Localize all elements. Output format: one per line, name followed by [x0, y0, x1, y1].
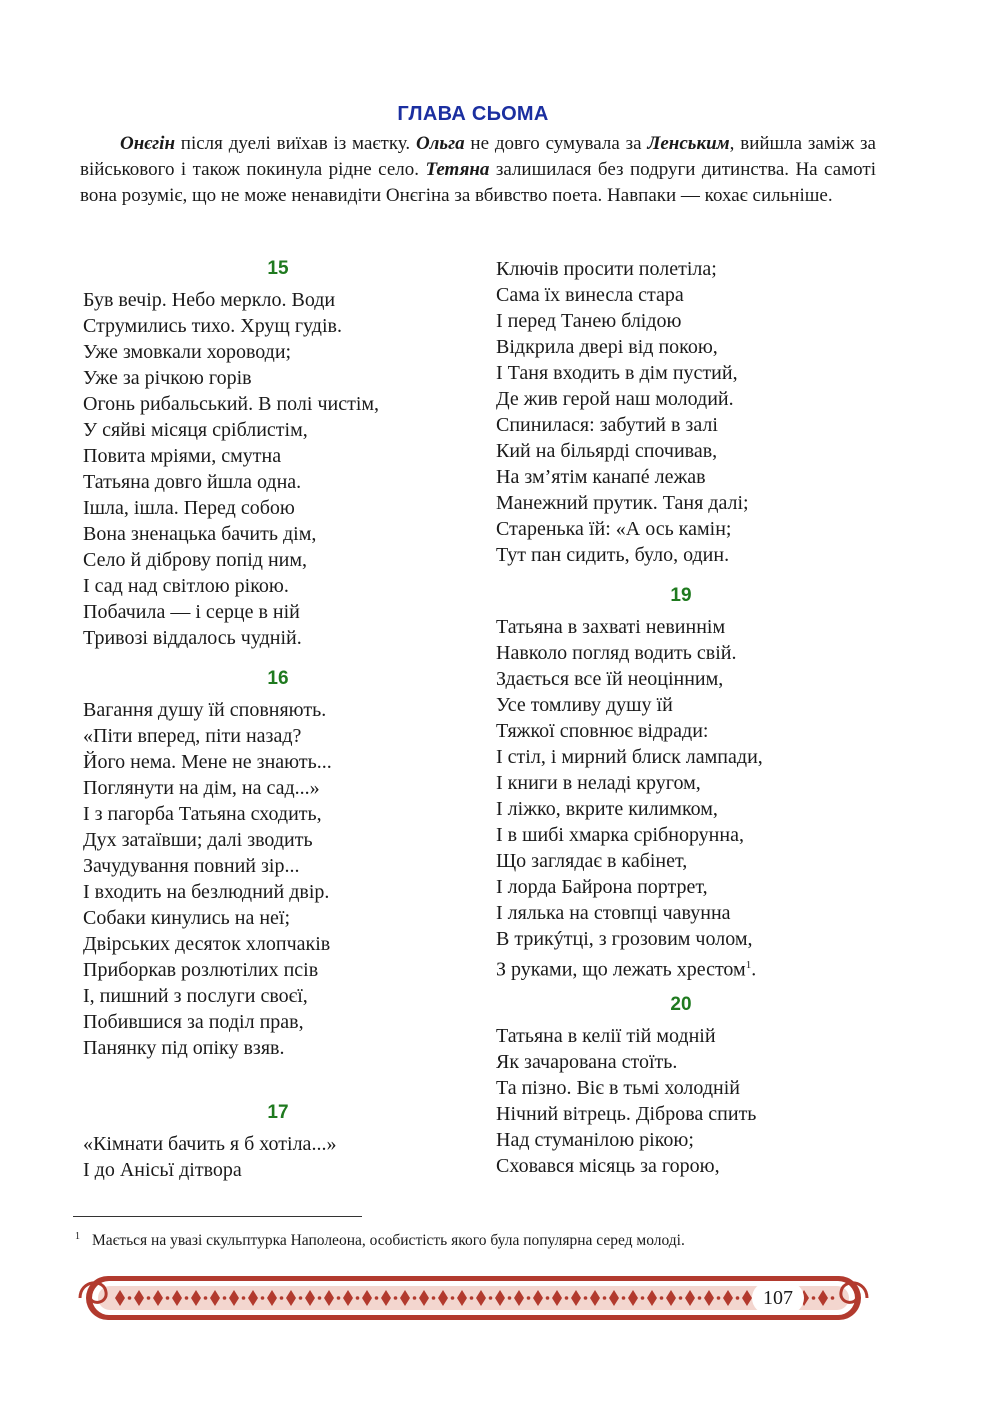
verse-line: Уже змовкали хороводи; — [83, 341, 292, 363]
verse-line: Над стуманілою рікою; — [496, 1129, 694, 1151]
stanza-19-lines — [496, 614, 763, 981]
verse-line: І входить на безлюдний двір. — [83, 881, 330, 903]
verse-line: І до Анісьї дітвора — [83, 1159, 242, 1181]
verse-line: І перед Танею блідою — [496, 310, 682, 332]
verse-line: Тяжкої сповнює відради: — [496, 720, 709, 742]
verse-line: Повита мріями, смутна — [83, 445, 282, 467]
verse-line: Побачила — і серце в ній — [83, 601, 300, 623]
verse-line: Манежний прутик. Таня далі; — [496, 492, 749, 514]
verse-line: Поглянути на дім, на сад...» — [83, 777, 320, 799]
verse-line: У сяйві місяця сріблистім, — [83, 419, 308, 441]
footnote-divider — [73, 1216, 362, 1217]
verse-line: Спинилася: забутий в залі — [496, 414, 718, 436]
footnote — [75, 1227, 915, 1251]
verse-line: Побившися за поділ прав, — [83, 1011, 304, 1033]
verse-line: Село й діброву попід ним, — [83, 549, 308, 571]
verse-line: Де жив герой наш молодий. — [496, 388, 734, 410]
verse-line: Нічний вітрець. Діброва спить — [496, 1103, 757, 1125]
stanza-17-lines — [83, 1131, 336, 1183]
verse-line: Усе томливу душу їй — [496, 694, 673, 716]
footnote-number: 1 — [75, 1231, 80, 1242]
verse-line: Ключів просити полетіла; — [496, 258, 717, 280]
verse-line: Огонь рибальський. В полі чистім, — [83, 393, 380, 415]
verse-line: Струмились тихо. Хрущ гудів. — [83, 315, 342, 337]
verse-line: Старенька їй: «А ось камін; — [496, 518, 732, 540]
verse-line: Вагання душу їй сповняють. — [83, 699, 327, 721]
summary-text-2: не довго сумувала за — [464, 133, 648, 154]
stanza-16-lines — [83, 697, 332, 1061]
stanza-number-20: 20 — [670, 994, 692, 1015]
verse-line: Був вечір. Небо меркло. Води — [83, 289, 336, 311]
verse-line-with-footnote — [496, 952, 763, 981]
verse-line: Навколо погляд водить свій. — [496, 642, 737, 664]
verse-line: Панянку під опіку взяв. — [83, 1037, 285, 1059]
verse-line: І сад над світлою рікою. — [83, 575, 289, 597]
verse-line: На зм’ятім канапé лежав — [496, 466, 706, 488]
verse-line: І Таня входить в дім пустий, — [496, 362, 738, 384]
verse-line: Уже за річкою горів — [83, 367, 252, 389]
stanza-20-lines — [496, 1023, 756, 1179]
footnote-mark: 1 — [745, 959, 752, 971]
page-number: 107 — [752, 1282, 804, 1314]
verse-line: Як зачарована стоїть. — [496, 1051, 678, 1073]
verse-line: Відкрила двері від покою, — [496, 336, 718, 358]
verse-line: В трикýтці, з грозовим чолом, — [496, 928, 753, 950]
summary-text-4: залишилася без подруги дитинства. На самоті вона розуміє, що не може ненавидіти Онєгіна за вбивство поета. Навпаки — кохає сильніше. — [80, 159, 876, 206]
name-onegin: Онєгін — [120, 133, 175, 154]
verse-line: І в шибі хмарка срібнорунна, — [496, 824, 744, 846]
summary-text-3: , вийшла заміж за військового і також покинула рідне село. — [80, 133, 876, 180]
summary-text-1: після дуелі виїхав із маєтку. — [175, 133, 416, 154]
chapter-summary — [80, 131, 876, 209]
verse-line: Татьяна довго йшла одна. — [83, 471, 302, 493]
verse-line: Двірських десяток хлопчаків — [83, 933, 331, 955]
verse-line: Здається все їй неоцінним, — [496, 668, 724, 690]
verse-line: Тривозі віддалось чудній. — [83, 627, 302, 649]
verse-line: І ліжко, вкрите килимком, — [496, 798, 718, 820]
verse-line: Сама їх винесла стара — [496, 284, 684, 306]
stanza-number-15: 15 — [267, 258, 289, 279]
verse-line: І книги в неладі кругом, — [496, 772, 701, 794]
verse-line: Дух затаївши; далі зводить — [83, 829, 313, 851]
verse-line: І з пагорба Татьяна сходить, — [83, 803, 322, 825]
footnote-text: Мається на увазі скульптурка Наполеона, особистість якого була популярна серед молоді. — [92, 1232, 685, 1250]
stanza-number-16: 16 — [267, 668, 289, 689]
verse-line: «Кімнати бачить я б хотіла...» — [83, 1133, 337, 1155]
verse-line: І лорда Байрона портрет, — [496, 876, 708, 898]
verse-line: Сховався місяць за горою, — [496, 1155, 720, 1177]
verse-line: Його нема. Мене не знають... — [83, 751, 332, 773]
verse-line: Собаки кинулись на неї; — [83, 907, 291, 929]
verse-line-text: З руками, що лежать хрестом — [496, 958, 746, 981]
verse-line: Та пізно. Віє в тьмі холодній — [496, 1077, 740, 1099]
verse-line: І стіл, і мирний блиск лампади, — [496, 746, 763, 768]
name-lensky: Ленським — [647, 133, 730, 154]
stanza-15-lines — [83, 287, 379, 651]
name-olga: Ольга — [415, 133, 465, 154]
stanza-17-continued-lines — [496, 256, 749, 568]
verse-line: Зачудування повний зір... — [83, 855, 300, 877]
verse-line: Татьяна в захваті невиннім — [496, 616, 726, 638]
verse-line: І лялька на стовпці чавунна — [496, 902, 731, 924]
verse-line: Що заглядає в кабінет, — [496, 850, 688, 872]
verse-line: «Піти вперед, піти назад? — [83, 725, 302, 747]
verse-line-punct: . — [751, 958, 757, 981]
verse-line: Татьяна в келії тій модній — [496, 1025, 716, 1047]
verse-line: Ішла, ішла. Перед собою — [83, 497, 295, 519]
verse-line: Тут пан сидить, було, один. — [496, 544, 730, 566]
verse-line: Кий на більярді спочивав, — [496, 440, 718, 462]
verse-line: Вона зненацька бачить дім, — [83, 523, 317, 545]
verse-line: І, пишний з послуги своєї, — [83, 985, 308, 1007]
name-tatiana: Тетяна — [425, 159, 490, 180]
chapter-title: ГЛАВА СЬОМА — [397, 103, 549, 125]
stanza-number-19: 19 — [670, 585, 692, 606]
stanza-number-17: 17 — [267, 1102, 289, 1123]
verse-line: Приборкав розлютілих псів — [83, 959, 319, 981]
